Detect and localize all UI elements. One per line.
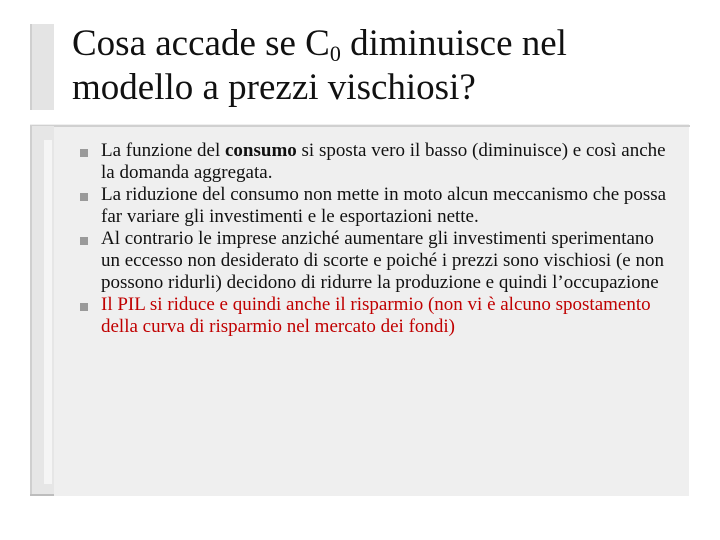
bullet-item — [76, 228, 676, 294]
title-text-part1: Cosa accade se C — [72, 23, 330, 64]
panel-bottom-divider — [30, 494, 54, 496]
bullet-text: La riduzione del consumo non mette in moto alcun meccanismo che possa far variare gli investimenti e le esportazioni nette. — [101, 184, 667, 227]
bullet-text: Il PIL si riduce e quindi anche il risparmio (non vi è alcuno spostamento della curva di risparmio nel mercato dei fondi) — [101, 294, 651, 337]
square-bullet-icon — [80, 237, 88, 245]
bullet-text-bold: consumo — [224, 140, 297, 161]
bullet-text-after: si sposta vero il basso (diminuisce) e così anche la domanda aggregata. — [101, 140, 666, 183]
title-accent-bar — [30, 24, 54, 110]
bullet-item-highlighted — [76, 294, 676, 338]
bullet-item — [76, 140, 676, 184]
panel-accent-highlight — [44, 140, 52, 484]
bullet-list — [76, 140, 676, 338]
bullet-text: Al contrario le imprese anziché aumentare gli investimenti sperimentano un eccesso non desiderato di scorte e poiché i prezzi sono vischiosi (e non possono ridurli) decidono di ridurre la produzione e quindi l’occupazione — [101, 228, 664, 293]
square-bullet-icon — [80, 193, 88, 201]
title-subscript: 0 — [329, 41, 341, 66]
square-bullet-icon — [80, 149, 88, 157]
panel-top-divider — [30, 125, 690, 127]
title-text-part2: diminuisce nel modello a prezzi vischiosi? — [72, 23, 567, 108]
slide-title — [72, 22, 692, 110]
bullet-item — [76, 184, 676, 228]
square-bullet-icon — [80, 303, 88, 311]
bullet-text-before: La funzione del — [101, 140, 225, 161]
